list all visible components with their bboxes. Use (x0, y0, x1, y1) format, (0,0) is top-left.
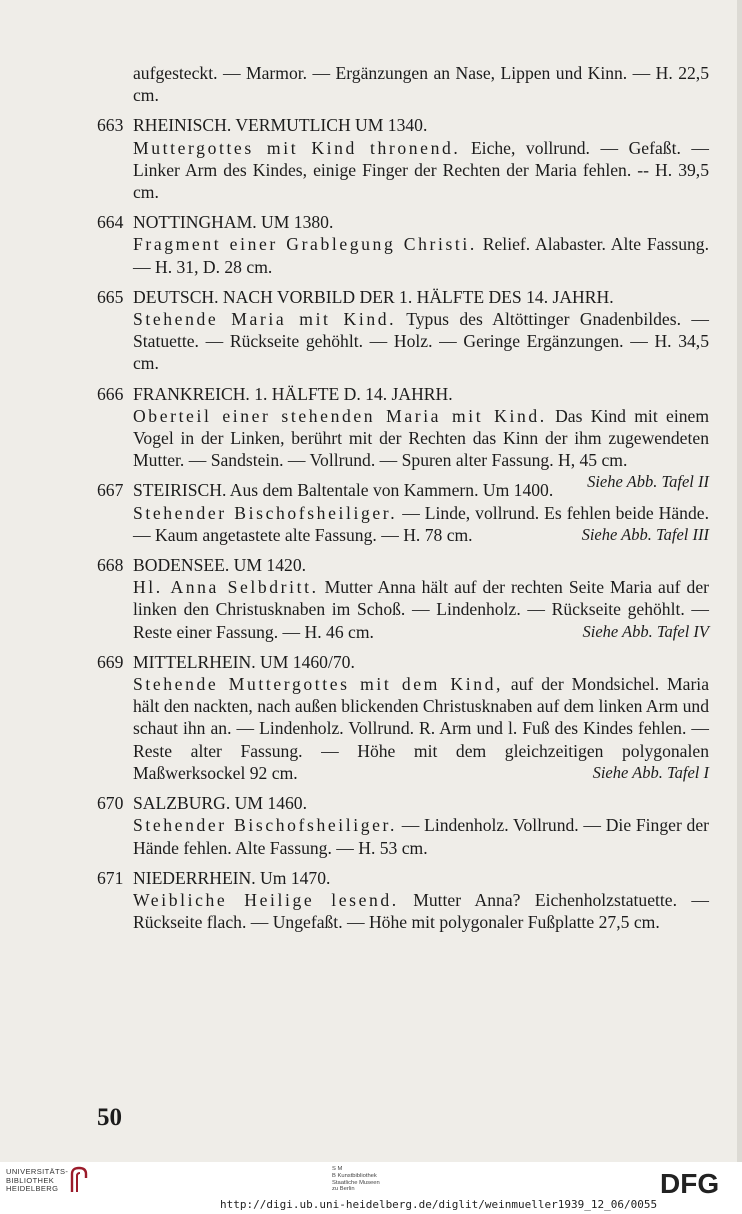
entry-title: Weibliche Heilige lesend. (133, 889, 399, 910)
entry-heading (97, 383, 709, 405)
entry-description: — Linde, vollrund. Es fehlen beide Hände. — Kaum angetastete alte Fassung. — H. 78 cm. (133, 502, 709, 545)
entry-description: Mutter Anna hält auf der rechten Seite Maria auf der linken den Christusknaben im Schoß. — Lindenholz. — Rückseite gehöhlt. — Reste einer Fassung. — H. 46 cm. (133, 577, 710, 642)
entry-body (97, 576, 709, 643)
entry-origin-date: STEIRISCH. Aus dem Baltentale von Kammern. Um 1400. (133, 480, 554, 501)
sm-line: zu Berlin (332, 1186, 355, 1193)
catalog-entry (97, 867, 709, 934)
dfg-logo (660, 1168, 734, 1198)
entry-title: Stehender Bischofsheiliger. (133, 815, 398, 836)
entry-number: 663 (97, 115, 124, 136)
entry-origin-date: RHEINISCH. VERMUTLICH UM 1340. (133, 115, 428, 136)
source-url-link[interactable]: http://digi.ub.uni-heidelberg.de/diglit/weinmueller1939_12_06/0055 (220, 1198, 658, 1211)
entry-title: Stehende Muttergottes mit dem Kind, (133, 674, 503, 695)
entry-body (97, 673, 709, 784)
entry-body (97, 502, 709, 546)
entry-description: auf der Mondsichel. Maria hält den nackten, nach außen blickenden Christusknaben auf dem linken Arm und schaut ihn an. — Lindenholz. Vollrund. R. Arm und l. Fuß des Kindes fehlen. — Reste alter Fassung. — Höhe mit dem gleichzeitigen polygonalen Maßwerksockel 92 cm. (133, 674, 709, 783)
sm-line: B Kunstbibliothek (332, 1172, 377, 1179)
entry-origin-date: NOTTINGHAM. UM 1380. (133, 212, 334, 233)
library-line: UNIVERSITÄTS- (6, 1167, 69, 1176)
entry-title: Fragment einer Grablegung Christi. (133, 234, 477, 255)
carry-over-text: aufgesteckt. — Marmor. — Ergänzungen an Nase, Lippen und Kinn. — H. 22,5 cm. (133, 63, 709, 106)
entry-number: 664 (97, 212, 124, 233)
entry-heading (97, 114, 709, 136)
entry-title: Hl. Anna Selbdritt. (133, 577, 319, 598)
entry-number: 666 (97, 383, 124, 404)
page-number: 50 (97, 1104, 122, 1131)
entry-heading (97, 286, 709, 308)
plate-reference: Siehe Abb. Tafel III (581, 524, 709, 544)
entry-number: 668 (97, 555, 124, 576)
entry-title: Stehender Bischofsheiliger. (133, 502, 398, 523)
entry-description: Mutter Anna? Eichenholzstatuette. — Rückseite flach. — Ungefaßt. — Höhe mit polygonaler Fußplatte 27,5 cm. (133, 889, 709, 933)
plate-reference: Siehe Abb. Tafel IV (582, 621, 709, 641)
plate-reference: Siehe Abb. Tafel II (587, 472, 709, 492)
entry-heading (97, 211, 709, 233)
catalog-entry (97, 114, 709, 203)
catalog-entry (97, 651, 709, 784)
entry-origin-date: NIEDERRHEIN. Um 1470. (133, 867, 331, 888)
catalog-entry (97, 211, 709, 278)
entry-description: — Lindenholz. Vollrund. — Die Finger der Hände fehlen. Alte Fassung. — H. 53 cm. (133, 815, 709, 858)
entry-title: Oberteil einer stehenden Maria mit Kind. (133, 405, 547, 426)
catalog-text (97, 62, 709, 933)
footer-bar (0, 1162, 742, 1214)
entry-origin-date: BODENSEE. UM 1420. (133, 555, 307, 576)
entry-origin-date: FRANKREICH. 1. HÄLFTE D. 14. JAHRH. (133, 383, 453, 404)
library-line: BIBLIOTHEK (6, 1175, 55, 1185)
entry-number: 670 (97, 793, 124, 814)
entry-origin-date: MITTELRHEIN. UM 1460/70. (133, 651, 355, 672)
entry-heading (97, 651, 709, 673)
entry-heading (97, 867, 709, 889)
entry-description: Relief. Alabaster. Alte Fassung. — H. 31, D. 28 cm. (133, 234, 709, 277)
entry-title: Stehende Maria mit Kind. (133, 309, 397, 330)
library-logo-icon (68, 1166, 90, 1194)
entry-description: Eiche, vollrund. — Gefaßt. — Linker Arm des Kindes, einige Finger der Rechten der Maria fehlen. -- H. 39,5 cm. (133, 137, 709, 203)
entry-list (97, 114, 709, 933)
catalog-entry (97, 479, 709, 546)
entry-body (97, 889, 709, 933)
entry-number: 667 (97, 480, 124, 501)
library-name (6, 1168, 68, 1194)
catalog-entry (97, 286, 709, 375)
library-line: HEIDELBERG (6, 1184, 59, 1194)
entry-body (97, 233, 709, 277)
sm-line: S M (332, 1166, 343, 1172)
entry-body (97, 137, 709, 204)
entry-heading (97, 554, 709, 576)
dfg-logo-text: DFG (660, 1168, 720, 1198)
entry-number: 665 (97, 286, 124, 307)
entry-heading (97, 479, 709, 501)
kunstbibliothek-logo (332, 1166, 380, 1193)
sm-line: Staatliche Museen (332, 1179, 380, 1186)
page-edge (737, 0, 742, 1162)
entry-number: 671 (97, 867, 124, 888)
entry-body (97, 814, 709, 858)
entry-number: 669 (97, 651, 124, 672)
entry-origin-date: SALZBURG. UM 1460. (133, 793, 307, 814)
catalog-entry (97, 554, 709, 643)
catalog-entry (97, 792, 709, 859)
entry-body (97, 308, 709, 375)
entry-heading (97, 792, 709, 814)
entry-description: Das Kind mit einem Vogel in der Linken, berührt mit der Rechten das Kinn der ihm zugewendeten Mutter. — Sandstein. — Vollrund. — Spuren alter Fassung. H, 45 cm. (133, 405, 710, 471)
entry-origin-date: DEUTSCH. NACH VORBILD DER 1. HÄLFTE DES 14. JAHRH. (133, 286, 614, 307)
entry-title: Muttergottes mit Kind thronend. (133, 137, 461, 158)
plate-reference: Siehe Abb. Tafel I (592, 762, 709, 782)
entry-description: Typus des Altöttinger Gnadenbildes. — Statuette. — Rückseite gehöhlt. — Holz. — Geringe Ergänzungen. — H. 34,5 cm. (133, 309, 709, 374)
